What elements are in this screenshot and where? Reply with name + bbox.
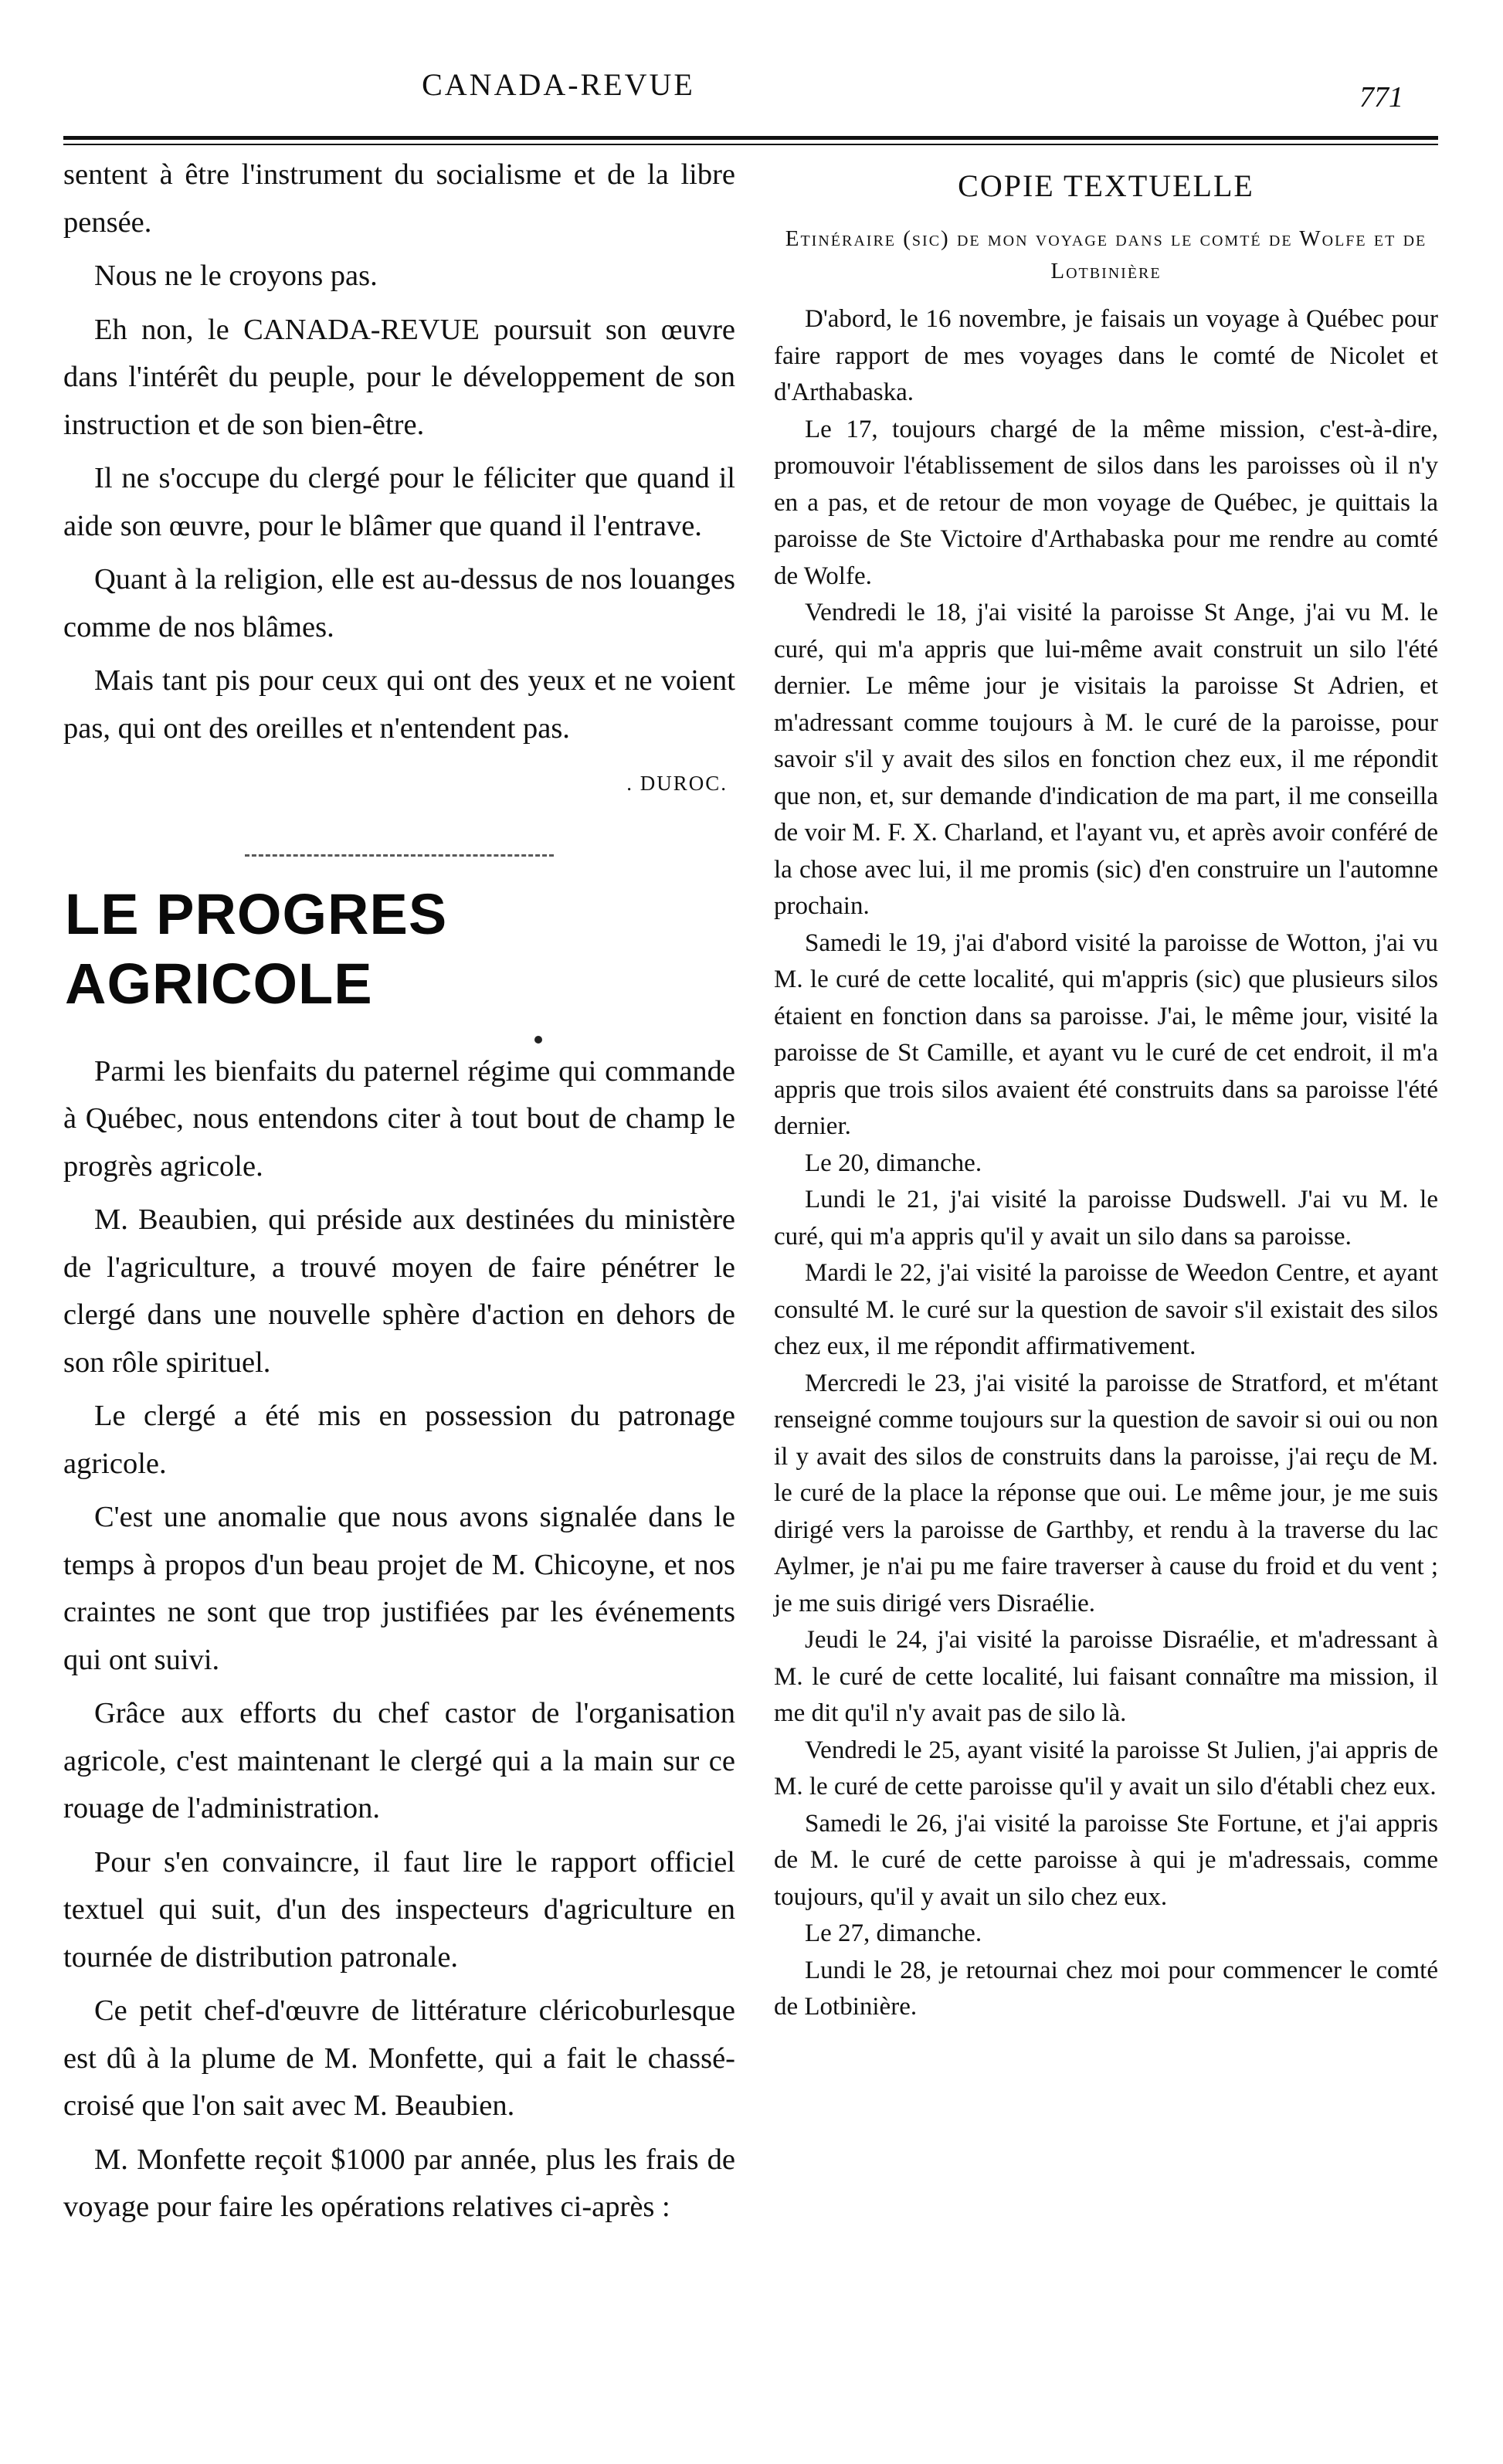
paragraph: C'est une anomalie que nous avons signalée dans le temps à propos d'un beau projet de M. Chicoyne, et nos craintes ne sont que trop justifiées par les événements qui ont suivi. bbox=[63, 1501, 735, 1676]
report-paragraph: Lundi le 28, je retournai chez moi pour commencer le comté de Lotbinière. bbox=[774, 1956, 1438, 2021]
report-paragraph: Jeudi le 24, j'ai visité la paroisse Disraélie, et m'adressant à M. le curé de cette localité, lui faisant connaître ma mission, il me dit qu'il n'y avait pas de silo là. bbox=[774, 1626, 1438, 1727]
paragraph: Ce petit chef-d'œuvre de littérature cléricoburlesque est dû à la plume de M. Monfette, qui a fait le chassé-croisé que l'on sait avec M. Beaubien. bbox=[63, 1994, 735, 2122]
paragraph: Mais tant pis pour ceux qui ont des yeux et ne voient pas, qui ont des oreilles et n'entendent pas. bbox=[63, 664, 735, 745]
report-paragraph: Le 20, dimanche. bbox=[805, 1149, 982, 1177]
report-paragraph: Samedi le 19, j'ai d'abord visité la paroisse de Wotton, j'ai vu M. le curé de cette localité, qui m'appris (sic) que plusieurs silos étaient en fonction dans sa paroisse. J'ai, le même jour, visité la paroisse de St Camille, et ayant vu le curé de cet endroit, il m'a appris que trois silos avaient été construits dans sa paroisse l'été dernier. bbox=[774, 928, 1438, 1140]
left-column bbox=[63, 151, 735, 2238]
ornament-dot-icon bbox=[534, 1036, 542, 1044]
paragraph: Parmi les bienfaits du paternel régime qui commande à Québec, nous entendons citer à tout bout de champ le progrès agricole. bbox=[63, 1054, 735, 1183]
section-title: LE PROGRES AGRICOLE bbox=[65, 881, 448, 1016]
report-paragraph: Vendredi le 25, ayant visité la paroisse St Julien, j'ai appris de M. le curé de cette paroisse qu'il y avait un silo d'établi chez eux. bbox=[774, 1736, 1438, 1800]
report-paragraph: Mardi le 22, j'ai visité la paroisse de Weedon Centre, et ayant consulté M. le curé sur la question de savoir s'il existait des silos chez eux, il me répondit affirmativement. bbox=[774, 1259, 1438, 1360]
running-title: CANADA-REVUE bbox=[422, 67, 695, 102]
paragraph: Pour s'en convaincre, il faut lire le rapport officiel textuel qui suit, d'un des inspecteurs d'agriculture en tournée de distribution patronale. bbox=[63, 1845, 735, 1974]
paragraph: M. Monfette reçoit $1000 par année, plus les frais de voyage pour faire les opérations relatives ci-après : bbox=[63, 2143, 735, 2223]
report-paragraph: Lundi le 21, j'ai visité la paroisse Dudswell. J'ai vu M. le curé, qui m'a appris qu'il y avait un silo dans sa paroisse. bbox=[774, 1186, 1438, 1251]
paragraph: Il ne s'occupe du clergé pour le féliciter que quand il aide son œuvre, pour le blâmer que quand il l'entrave. bbox=[63, 462, 735, 542]
paragraph: Quant à la religion, elle est au-dessus de nos louanges comme de nos blâmes. bbox=[63, 563, 735, 643]
paragraph: M. Beaubien, qui préside aux destinées du ministère de l'agriculture, a trouvé moyen de faire pénétrer le clergé dans une nouvelle sphère d'action en dehors de son rôle spirituel. bbox=[63, 1203, 735, 1379]
report-paragraph: Le 27, dimanche. bbox=[805, 1919, 982, 1947]
page-number: 771 bbox=[1359, 81, 1403, 114]
report-paragraph: D'abord, le 16 novembre, je faisais un voyage à Québec pour faire rapport de mes voyages dans le comté de Nicolet et d'Arthabaska. bbox=[774, 305, 1438, 406]
report-paragraph: Le 17, toujours chargé de la même mission, c'est-à-dire, promouvoir l'établissement de silos dans les paroisses où il n'y en a pas, et de retour de mon voyage de Québec, je quittais la paroisse de Ste Victoire d'Arthabaska pour me rendre au comté de Wolfe. bbox=[774, 415, 1438, 590]
report-paragraph: Vendredi le 18, j'ai visité la paroisse St Ange, j'ai vu M. le curé, qui m'a appris que lui-même avait construit un silo l'été dernier. Le même jour je visitais la paroisse St Adrien, et m'adressant comme toujours à M. le curé de la paroisse, pour savoir s'il y avait des silos en fonction chez eux, il me répondit que non, et, sur demande d'indication de ma part, il me conseilla de voir M. F. X. Charland, et l'ayant vu, et après avoir conféré de la chose avec lui, il me promis (sic) d'en construire un l'automne prochain. bbox=[774, 599, 1438, 920]
author-signature: . DUROC. bbox=[626, 772, 728, 795]
paragraph: Nous ne le croyons pas. bbox=[94, 260, 378, 292]
header-rule-thin bbox=[63, 144, 1438, 145]
itinerary-title: Etinéraire (sic) de mon voyage dans le comté de Wolfe et de Lotbinière bbox=[785, 226, 1427, 283]
right-column bbox=[774, 156, 1438, 2026]
paragraph: Eh non, le CANADA-REVUE poursuit son œuvre dans l'intérêt du peuple, pour le développement de son instruction et de son bien-être. bbox=[63, 313, 735, 441]
header-rule-thick bbox=[63, 136, 1438, 140]
section-divider bbox=[245, 854, 554, 857]
report-paragraph: Mercredi le 23, j'ai visité la paroisse de Stratford, et m'étant renseigné comme toujours sur la question de savoir si oui ou non il y avait des silos de construits dans la paroisse, j'ai reçu de M. le curé de la place la réponse que oui. Le même jour, je me suis dirigé vers la paroisse de Garthby, et rendu à la traverse du lac Aylmer, je n'ai pu me faire traverser à cause du froid et du vent ; je me suis dirigé vers Disraélie. bbox=[774, 1369, 1438, 1617]
paragraph: Grâce aux efforts du chef castor de l'organisation agricole, c'est maintenant le clergé qui a la main sur ce rouage de l'administration. bbox=[63, 1697, 735, 1824]
paragraph: Le clergé a été mis en possession du patronage agricole. bbox=[63, 1400, 735, 1480]
copy-title: COPIE TEXTUELLE bbox=[958, 168, 1254, 203]
report-paragraph: Samedi le 26, j'ai visité la paroisse Ste Fortune, et j'ai appris de M. le curé de cette paroisse à qui je m'adressais, comme toujours, qu'il y avait un silo chez eux. bbox=[774, 1809, 1438, 1911]
paragraph: sentent à être l'instrument du socialisme et de la libre pensée. bbox=[63, 158, 735, 239]
